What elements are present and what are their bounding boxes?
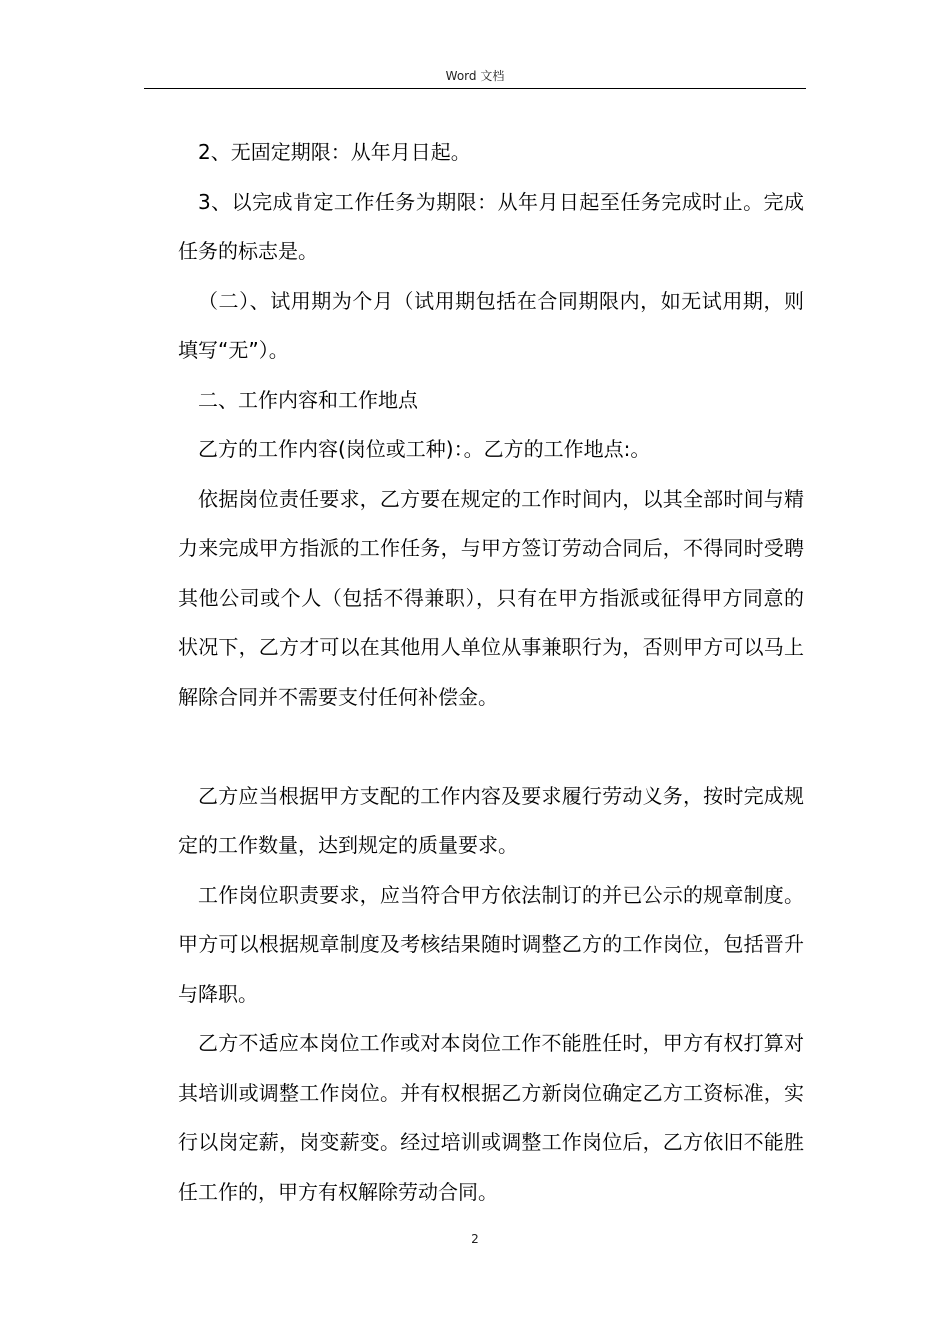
document-body bbox=[178, 128, 804, 1217]
paragraph-exclusive-employment: 依据岗位责任要求，乙方要在规定的工作时间内，以其全部时间与精力来完成甲方指派的工作任务，与甲方签订劳动合同后，不得同时受聘其他公司或个人（包括不得兼职），只有在甲方指派或征得甲方同意的状况下，乙方才可以在其他用人单位从事兼职行为，否则甲方可以马上解除合同并不需要支付任何补偿金。 bbox=[178, 486, 804, 709]
paragraph-probation: （二）、试用期为个月（试用期包括在合同期限内，如无试用期，则填写“无”）。 bbox=[178, 288, 804, 362]
paragraph-term-task-based: 3、以完成肯定工作任务为期限：从年月日起至任务完成时止。完成任务的标志是。 bbox=[178, 189, 804, 263]
paragraph-work-obligations: 乙方应当根据甲方支配的工作内容及要求履行劳动义务，按时完成规定的工作数量，达到规定的质量要求。 bbox=[178, 783, 804, 857]
paragraph-job-responsibilities: 工作岗位职责要求，应当符合甲方依法制订的并已公示的规章制度。甲方可以根据规章制度及考核结果随时调整乙方的工作岗位，包括晋升与降职。 bbox=[178, 882, 804, 1006]
header-divider bbox=[144, 88, 806, 89]
paragraph-incompetence-adjustment: 乙方不适应本岗位工作或对本岗位工作不能胜任时，甲方有权打算对其培训或调整工作岗位。并有权根据乙方新岗位确定乙方工资标准，实行以岗定薪，岗变薪变。经过培训或调整工作岗位后，乙方依旧不能胜任工作的，甲方有权解除劳动合同。 bbox=[178, 1031, 804, 1204]
section-heading-work-content: 二、工作内容和工作地点 bbox=[198, 387, 418, 412]
paragraph-work-content-location: 乙方的工作内容(岗位或工种)：。乙方的工作地点:。 bbox=[198, 437, 651, 461]
paragraph-term-open-ended: 2、无固定期限：从年月日起。 bbox=[198, 140, 471, 164]
page-number: 2 bbox=[471, 1232, 479, 1246]
page-header-title: Word 文档 bbox=[445, 69, 505, 83]
